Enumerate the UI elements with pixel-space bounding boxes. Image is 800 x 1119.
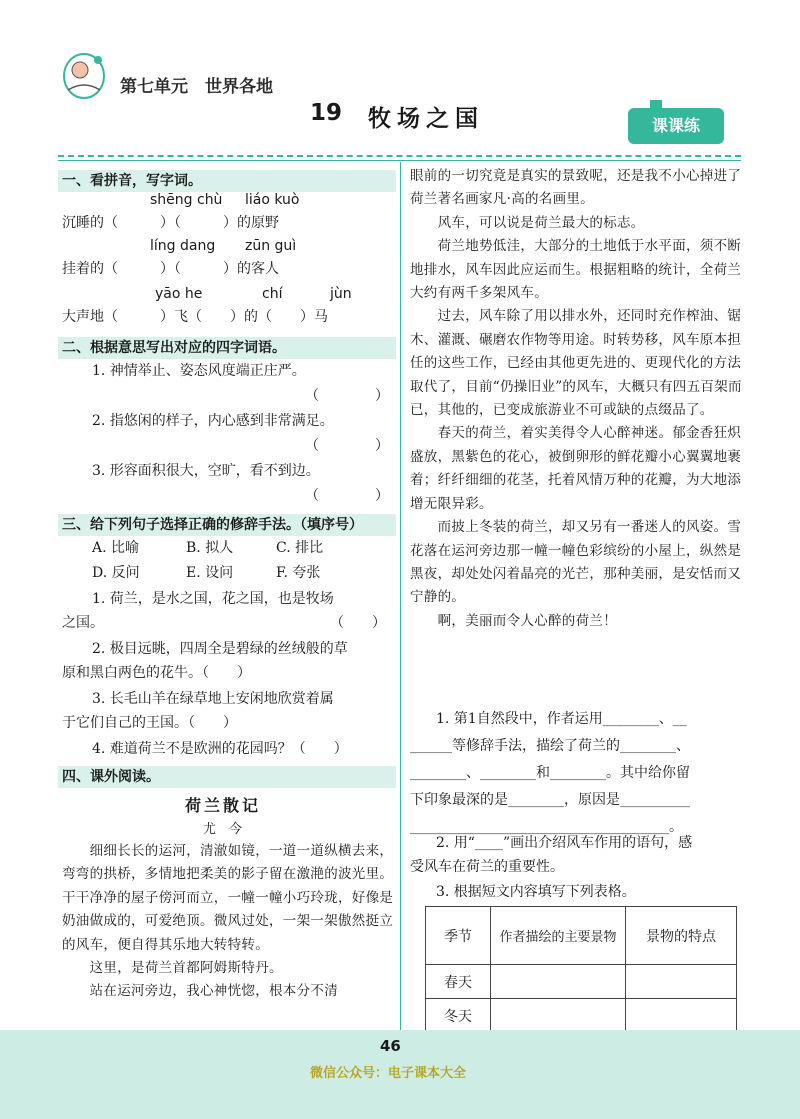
page-number: 46 <box>380 1037 401 1055</box>
section2-item: 2. 指悠闲的样子，内心感到非常满足。 <box>92 413 334 429</box>
article-author: 尤 今 <box>203 822 243 837</box>
lesson-number: 19 <box>310 100 343 126</box>
option: A. 比喻 <box>92 540 140 556</box>
practice-badge: 课课练 <box>628 108 724 144</box>
table-header: 作者描绘的主要景物 <box>491 907 626 965</box>
article-paragraph: 啊，美丽而令人心醉的荷兰！ <box>410 612 617 629</box>
section3-q3-cont: 于它们自己的王国。（ ） <box>62 715 237 731</box>
column-divider <box>400 162 401 1030</box>
article-left-column <box>62 840 394 1004</box>
pinyin: shēng chù <box>150 192 223 208</box>
section3-q1-cont: 之国。 <box>62 615 104 631</box>
table-row <box>426 965 737 999</box>
section2-title: 二、根据意思写出对应的四字词语。 <box>58 337 396 359</box>
section1-line1: 沉睡的（ ）（ ）的原野 <box>62 215 279 231</box>
reading-q1-line1: 1. 第1自然段中，作者运用________、__ <box>436 711 687 727</box>
table-season: 春天 <box>426 965 491 999</box>
article-paragraph: 细细长长的运河，清澈如镜，一道一道纵横去来，弯弯的拱桥，多情地把柔美的影子留在激滟的波光里。干干净净的屋子傍河而立，一幢一幢小巧玲珑，好像是奶油做成的，可爱绝顶。微风过处，一架一架傲然挺立的风车，便自得其乐地大转特转。 <box>62 843 394 953</box>
section3-q1: 1. 荷兰，是水之国，花之国，也是牧场 <box>92 591 334 607</box>
unit-title: 第七单元 世界各地 <box>120 77 273 97</box>
pinyin: chí <box>262 286 283 302</box>
section2-item: 1. 神情举止、姿态风度端正庄严。 <box>92 363 306 379</box>
reading-q1-line2: ______等修辞手法，描绘了荷兰的________、 <box>410 738 690 754</box>
article-title: 荷兰散记 <box>185 796 262 815</box>
section2-item: 3. 形容面积很大，空旷，看不到边。 <box>92 463 320 479</box>
article-paragraph: 风车，可以说是荷兰最大的标志。 <box>410 214 645 231</box>
pinyin: liáo kuò <box>245 192 300 208</box>
table-answer-cell[interactable] <box>491 999 626 1033</box>
option: F. 夸张 <box>276 565 321 581</box>
reading-q1-line5: _____________________________________。 <box>410 819 683 835</box>
article-paragraph: 眼前的一切究竟是真实的景致呢，还是我不小心掉进了荷兰著名画家凡·高的名画里。 <box>410 168 742 208</box>
article-paragraph: 春天的荷兰，着实美得令人心醉神迷。郁金香狂炽盛放，黑紫色的花心，被倒卵形的鲜花瓣小心翼翼地裹着；纤纤细细的花茎，托着风情万种的花瓣，为大地添增无限异彩。 <box>410 425 742 512</box>
reading-q2-line1: 2. 用“____”画出介绍风车作用的语句，感 <box>436 835 693 851</box>
table-answer-cell[interactable] <box>626 999 737 1033</box>
section3-q2-cont: 原和黑白两色的花牛。（ ） <box>62 665 251 681</box>
answer-blank: （ ） <box>330 615 386 631</box>
pinyin: zūn guì <box>245 238 297 254</box>
table-header: 景物的特点 <box>626 907 737 965</box>
section3-q3: 3. 长毛山羊在绿草地上安闲地欣赏着属 <box>92 691 334 707</box>
answer-blank: （ ） <box>305 488 389 504</box>
section1-line3: 大声地（ ）飞（ ）的（ ）马 <box>62 309 328 325</box>
option: D. 反问 <box>92 565 140 581</box>
wechat-watermark: 微信公众号：电子课本大全 <box>310 1066 467 1081</box>
pinyin: yāo he <box>155 286 203 302</box>
table-row <box>426 999 737 1033</box>
article-paragraph: 而披上冬装的荷兰，却又另有一番迷人的风姿。雪花落在运河旁边那一幢一幢色彩缤纷的小屋上，纵然是黑夜，却处处闪着晶亮的光芒，那种美丽，是安恬而又宁静的。 <box>410 519 742 606</box>
reading-q1-line3: ________、________和________。其中给你留 <box>410 765 690 781</box>
option: B. 拟人 <box>186 540 234 556</box>
option: C. 排比 <box>276 540 324 556</box>
table-answer-cell[interactable] <box>626 965 737 999</box>
section1-line2: 挂着的（ ）（ ）的客人 <box>62 261 279 277</box>
table-header: 季节 <box>426 907 491 965</box>
reading-q1-line4: 下印象最深的是________，原因是__________ <box>410 792 690 808</box>
article-paragraph: 荷兰地势低洼，大部分的土地低于水平面，须不断地排水，风车因此应运而生。根据粗略的统计，全荷兰大约有两千多架风车。 <box>410 238 742 302</box>
answer-blank: （ ） <box>305 388 389 404</box>
section3-title: 三、给下列句子选择正确的修辞手法。（填序号） <box>58 514 396 536</box>
header-divider <box>58 155 741 157</box>
answer-blank: （ ） <box>305 438 389 454</box>
table-header-row <box>426 907 737 965</box>
reading-q2-line2: 受风车在荷兰的重要性。 <box>410 859 564 875</box>
header-divider-solid <box>58 160 741 161</box>
article-paragraph: 站在运河旁边，我心神恍惚，根本分不清 <box>62 983 338 1000</box>
season-table <box>425 906 737 1033</box>
article-paragraph: 过去，风车除了用以排水外，还同时充作榨油、锯木、灌溉、碾磨农作物等用途。时转势移，风车原本担任的这些工作，已经由其他更先进的、更现代化的方法取代了，目前“仍操旧业”的风车，大概只有四五百架而已，其他的，已变成旅游业不可或缺的点缀品了。 <box>410 308 742 419</box>
unit-mascot-icon <box>58 46 110 104</box>
article-right-column <box>410 165 742 633</box>
reading-q3: 3. 根据短文内容填写下列表格。 <box>436 884 636 900</box>
article-paragraph: 这里，是荷兰首都阿姆斯特丹。 <box>62 960 283 977</box>
section4-title: 四、课外阅读。 <box>58 766 396 788</box>
section3-q4: 4. 难道荷兰不是欧洲的花园吗？（ ） <box>92 741 348 757</box>
section3-q2: 2. 极目远眺，四周全是碧绿的丝绒般的草 <box>92 641 348 657</box>
pinyin: líng dang <box>150 238 216 254</box>
pinyin: jùn <box>330 286 352 302</box>
option: E. 设问 <box>186 565 234 581</box>
lesson-title: 牧场之国 <box>368 105 484 132</box>
table-season: 冬天 <box>426 999 491 1033</box>
section1-title: 一、看拼音，写字词。 <box>58 170 396 192</box>
table-answer-cell[interactable] <box>491 965 626 999</box>
